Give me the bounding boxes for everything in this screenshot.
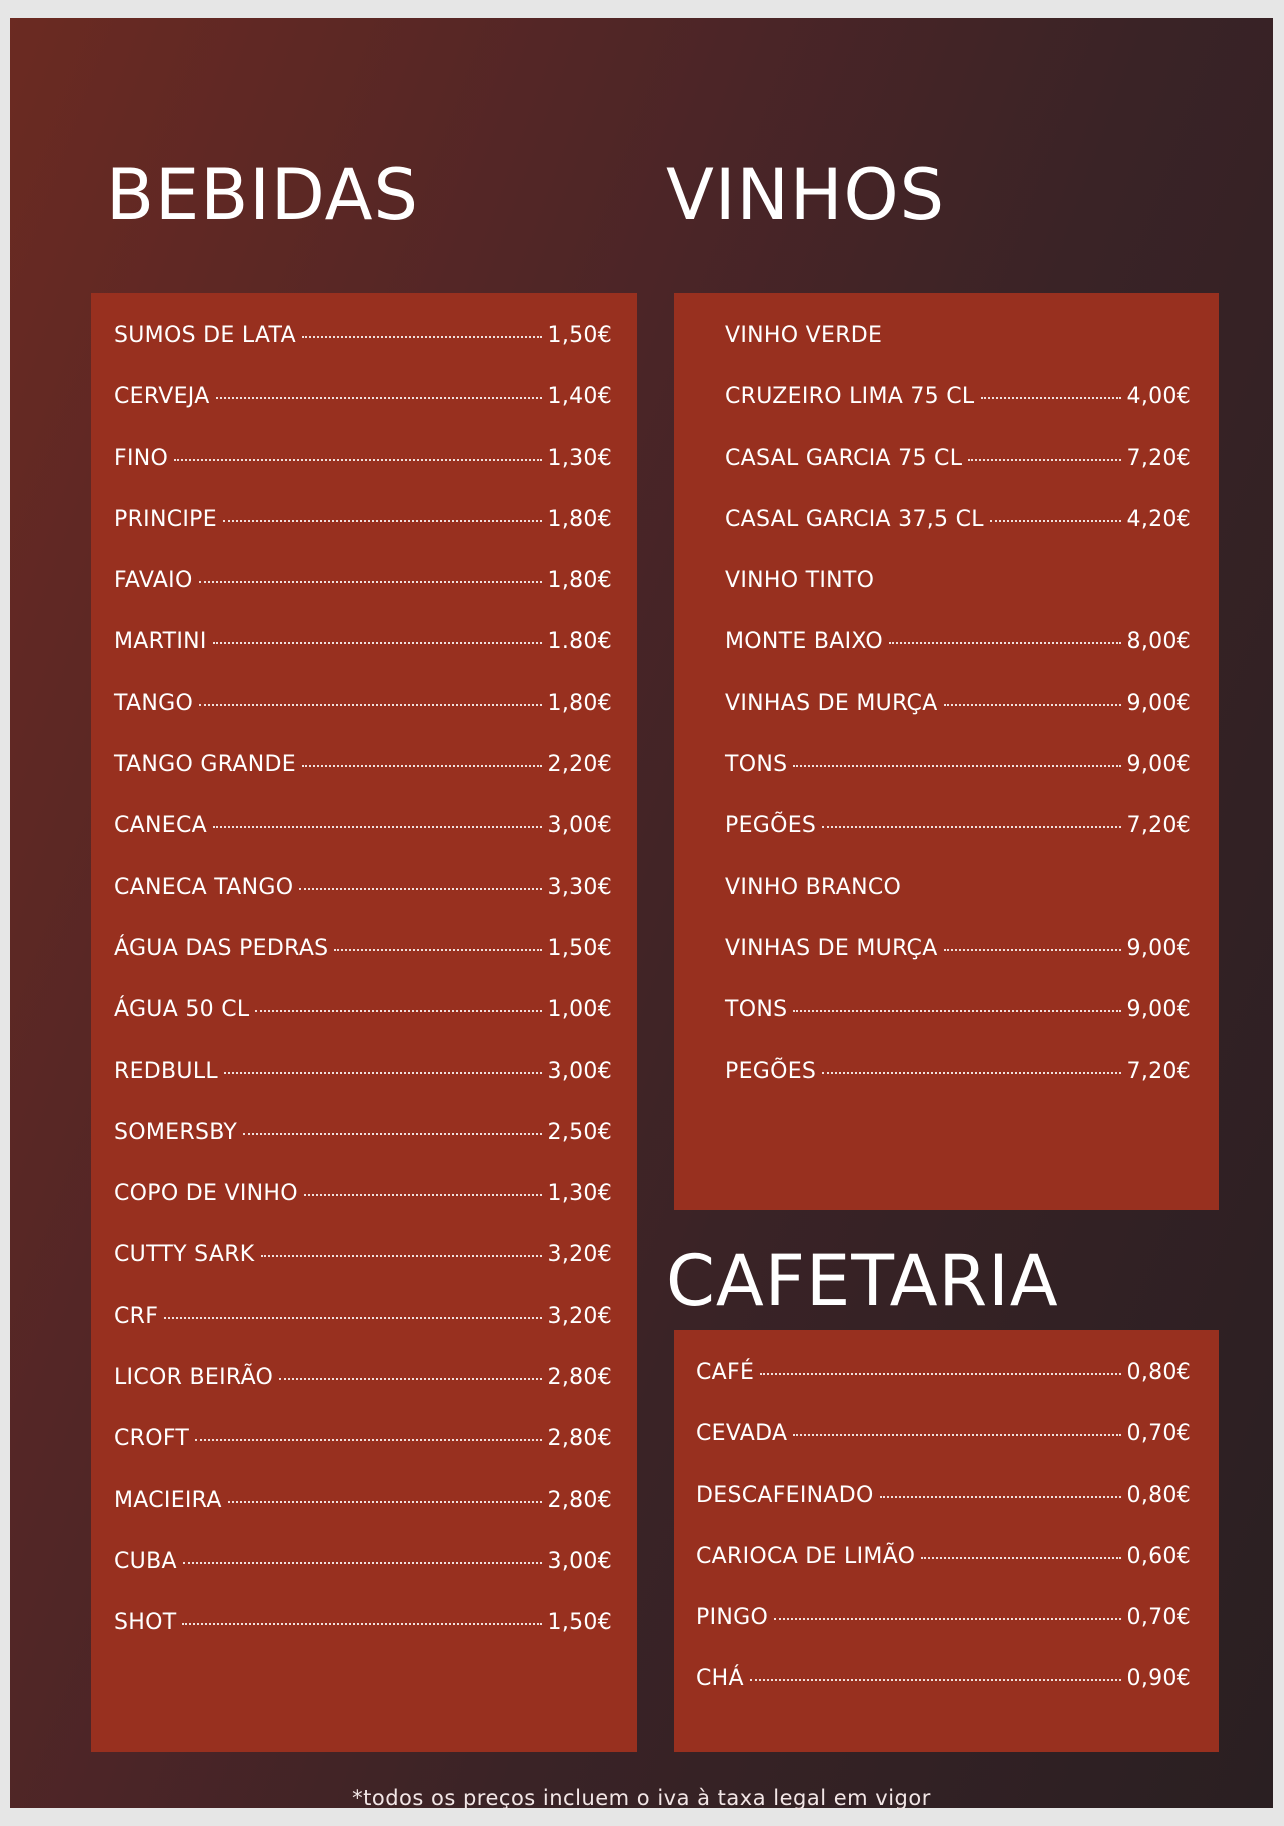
- menu-item: [114, 691, 612, 752]
- menu-item-name: LICOR BEIRÃO: [114, 1365, 274, 1391]
- menu-item-price: 1,50€: [547, 935, 612, 961]
- menu-item: [114, 568, 612, 629]
- dot-leader: [334, 949, 541, 951]
- menu-item-name: COPO DE VINHO: [114, 1181, 298, 1207]
- menu-item: [114, 629, 612, 690]
- menu-item-price: 9,00€: [1126, 935, 1191, 961]
- menu-item: [725, 752, 1191, 813]
- menu-item: [114, 936, 612, 997]
- menu-item: [114, 1488, 612, 1549]
- menu-item: [114, 1059, 612, 1120]
- menu-item: [114, 875, 612, 936]
- menu-item-price: 7,20€: [1126, 1058, 1191, 1084]
- menu-item-price: 3,20€: [547, 1242, 612, 1268]
- dot-leader: [889, 642, 1121, 644]
- menu-item-price: 1,40€: [547, 384, 612, 410]
- menu-item-name: MARTINI: [114, 629, 207, 655]
- menu-item-price: 3,00€: [547, 1548, 612, 1574]
- menu-item-price: 2,50€: [547, 1119, 612, 1145]
- menu-item-name: VINHO VERDE: [725, 323, 883, 348]
- menu-item-price: 1,00€: [547, 997, 612, 1023]
- menu-item-name: CANECA: [114, 813, 207, 839]
- dot-leader: [760, 1373, 1120, 1375]
- menu-item: [114, 752, 612, 813]
- dot-leader: [793, 1434, 1120, 1436]
- vinhos-panel: [674, 293, 1219, 1210]
- menu-item-name: PRINCIPE: [114, 506, 217, 532]
- menu-item-price: 4,00€: [1126, 384, 1191, 410]
- menu-item: [725, 997, 1191, 1058]
- menu-item-price: 9,00€: [1126, 752, 1191, 778]
- vinhos-title: VINHOS: [666, 154, 946, 236]
- menu-item: [696, 1483, 1191, 1544]
- dot-leader: [223, 520, 542, 522]
- cafetaria-list: [696, 1360, 1191, 1728]
- menu-item: [696, 1421, 1191, 1482]
- menu-item: [114, 1610, 612, 1671]
- dot-leader: [213, 642, 542, 644]
- menu-item-name: TONS: [725, 997, 788, 1023]
- menu-item: [114, 507, 612, 568]
- menu-item-price: 3,30€: [547, 874, 612, 900]
- menu-item-price: 0,80€: [1126, 1482, 1191, 1508]
- menu-item-price: 1,80€: [547, 690, 612, 716]
- menu-item-name: CROFT: [114, 1426, 190, 1452]
- bebidas-list: [114, 323, 612, 1672]
- dot-leader: [195, 1439, 541, 1441]
- menu-item-price: 2,80€: [547, 1487, 612, 1513]
- footnote: *todos os preços incluem o iva à taxa legal em vigor: [352, 1786, 931, 1810]
- menu-item: [696, 1544, 1191, 1605]
- menu-item-price: 1,50€: [547, 323, 612, 348]
- menu-item-name: CUBA: [114, 1548, 177, 1574]
- menu-item-price: 0,70€: [1126, 1605, 1191, 1631]
- menu-item: [114, 1120, 612, 1181]
- menu-item: [114, 1549, 612, 1610]
- dot-leader: [944, 949, 1121, 951]
- menu-item: [114, 446, 612, 507]
- menu-item-name: PEGÕES: [725, 813, 817, 839]
- menu-item: [696, 1605, 1191, 1666]
- menu-item-price: 1,50€: [547, 1610, 612, 1636]
- menu-item-price: 1,30€: [547, 445, 612, 471]
- cafetaria-panel: [674, 1330, 1219, 1752]
- dot-leader: [299, 888, 541, 890]
- menu-item: [725, 507, 1191, 568]
- dot-leader: [199, 581, 542, 583]
- dot-leader: [216, 397, 542, 399]
- menu-item-price: 9,00€: [1126, 690, 1191, 716]
- menu-item-price: 3,00€: [547, 1058, 612, 1084]
- menu-item: [114, 997, 612, 1058]
- menu-item-name: ÁGUA DAS PEDRAS: [114, 935, 329, 961]
- menu-item: [114, 384, 612, 445]
- menu-item: [725, 691, 1191, 752]
- menu-item-price: 1,30€: [547, 1181, 612, 1207]
- dot-leader: [174, 459, 541, 461]
- menu-item-name: MACIEIRA: [114, 1487, 222, 1513]
- menu-item-name: CUTTY SARK: [114, 1242, 255, 1268]
- dot-leader: [774, 1618, 1120, 1620]
- dot-leader: [822, 1072, 1120, 1074]
- menu-item-name: PEGÕES: [725, 1058, 817, 1084]
- menu-item: [696, 1360, 1191, 1421]
- menu-item: [725, 384, 1191, 445]
- menu-item-price: 1.80€: [547, 629, 612, 655]
- menu-item: [725, 936, 1191, 997]
- menu-item: [114, 1426, 612, 1487]
- menu-item-name: DESCAFEINADO: [696, 1482, 874, 1508]
- menu-item-price: 1,80€: [547, 506, 612, 532]
- bebidas-title: BEBIDAS: [106, 154, 419, 236]
- menu-item-name: CANECA TANGO: [114, 874, 294, 900]
- menu-item-name: SUMOS DE LATA: [114, 323, 296, 348]
- menu-item-name: TONS: [725, 752, 788, 778]
- dot-leader: [990, 520, 1121, 522]
- menu-item: [114, 1365, 612, 1426]
- dot-leader: [302, 765, 542, 767]
- dot-leader: [224, 1072, 542, 1074]
- menu-item-name: TANGO GRANDE: [114, 752, 296, 778]
- dot-leader: [304, 1194, 542, 1196]
- menu-item-name: CHÁ: [696, 1666, 744, 1692]
- menu-item-price: 0,60€: [1126, 1543, 1191, 1569]
- menu-item-name: TANGO: [114, 690, 194, 716]
- menu-item-name: CAFÉ: [696, 1360, 755, 1385]
- menu-category-heading: [725, 323, 1191, 384]
- dot-leader: [968, 459, 1120, 461]
- menu-item-name: CRF: [114, 1303, 159, 1329]
- menu-item-name: CRUZEIRO LIMA 75 CL: [725, 384, 975, 410]
- menu-item-price: 2,80€: [547, 1426, 612, 1452]
- menu-item-name: VINHO TINTO: [725, 568, 875, 594]
- menu-item-name: FAVAIO: [114, 568, 193, 594]
- dot-leader: [243, 1133, 541, 1135]
- menu-item-name: PINGO: [696, 1605, 769, 1631]
- dot-leader: [981, 397, 1121, 399]
- vinhos-list: [725, 323, 1191, 1120]
- dot-leader: [164, 1317, 541, 1319]
- menu-page: [10, 18, 1273, 1808]
- bebidas-panel: [91, 293, 637, 1752]
- menu-item-price: 4,20€: [1126, 506, 1191, 532]
- menu-category-heading: [725, 568, 1191, 629]
- menu-item-price: 0,90€: [1126, 1666, 1191, 1692]
- menu-item-name: VINHO BRANCO: [725, 874, 902, 900]
- menu-item-name: CEVADA: [696, 1421, 788, 1447]
- menu-item-name: SHOT: [114, 1610, 177, 1636]
- dot-leader: [822, 826, 1120, 828]
- menu-item: [114, 323, 612, 384]
- dot-leader: [921, 1557, 1120, 1559]
- menu-item-price: 9,00€: [1126, 997, 1191, 1023]
- menu-item-name: ÁGUA 50 CL: [114, 997, 250, 1023]
- menu-item: [725, 813, 1191, 874]
- menu-item: [114, 1242, 612, 1303]
- menu-item-name: CERVEJA: [114, 384, 210, 410]
- dot-leader: [793, 765, 1120, 767]
- menu-item-price: 0,80€: [1126, 1360, 1191, 1385]
- dot-leader: [302, 336, 542, 338]
- dot-leader: [182, 1623, 541, 1625]
- menu-item-price: 3,20€: [547, 1303, 612, 1329]
- menu-item-name: CASAL GARCIA 37,5 CL: [725, 506, 984, 532]
- menu-item-price: 0,70€: [1126, 1421, 1191, 1447]
- menu-item-name: VINHAS DE MURÇA: [725, 935, 938, 961]
- dot-leader: [279, 1378, 541, 1380]
- dot-leader: [199, 704, 541, 706]
- menu-item: [114, 1181, 612, 1242]
- menu-item: [725, 446, 1191, 507]
- dot-leader: [793, 1010, 1120, 1012]
- menu-category-heading: [725, 875, 1191, 936]
- cafetaria-title: CAFETARIA: [666, 1240, 1059, 1322]
- menu-item-price: 7,20€: [1126, 445, 1191, 471]
- menu-item: [114, 1304, 612, 1365]
- menu-item: [696, 1666, 1191, 1727]
- menu-item-name: FINO: [114, 445, 169, 471]
- menu-item: [725, 1059, 1191, 1120]
- menu-item-name: VINHAS DE MURÇA: [725, 690, 938, 716]
- dot-leader: [213, 826, 542, 828]
- dot-leader: [880, 1496, 1121, 1498]
- dot-leader: [228, 1501, 542, 1503]
- dot-leader: [750, 1679, 1121, 1681]
- dot-leader: [261, 1255, 542, 1257]
- menu-item-name: REDBULL: [114, 1058, 218, 1084]
- menu-item-price: 1,80€: [547, 568, 612, 594]
- menu-item-name: SOMERSBY: [114, 1119, 238, 1145]
- menu-item-name: CARIOCA DE LIMÃO: [696, 1543, 916, 1569]
- dot-leader: [255, 1010, 541, 1012]
- menu-item: [725, 629, 1191, 690]
- dot-leader: [183, 1562, 542, 1564]
- menu-item-name: CASAL GARCIA 75 CL: [725, 445, 963, 471]
- menu-item-price: 3,00€: [547, 813, 612, 839]
- menu-item-name: MONTE BAIXO: [725, 629, 883, 655]
- menu-item-price: 2,80€: [547, 1365, 612, 1391]
- menu-item-price: 8,00€: [1126, 629, 1191, 655]
- menu-item-price: 2,20€: [547, 752, 612, 778]
- dot-leader: [944, 704, 1121, 706]
- menu-item: [114, 813, 612, 874]
- menu-item-price: 7,20€: [1126, 813, 1191, 839]
